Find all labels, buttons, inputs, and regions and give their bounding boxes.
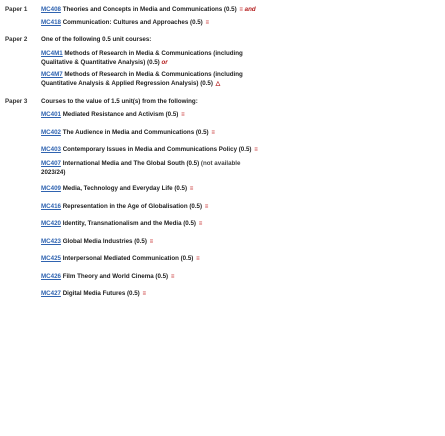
course-code-mc416[interactable]: MC416 [41, 202, 61, 210]
course-title-mc427: Digital Media Futures (0.5) [62, 290, 140, 298]
course-title-mc4m1-line2: Qualitative & Quantitative Analysis) (0.5) [41, 58, 160, 66]
course-marker-icon: ≡ [142, 291, 146, 298]
course-marker-icon: ≡ [205, 19, 209, 26]
course-mc402 [41, 129, 439, 138]
paper-2-section [5, 36, 439, 89]
course-mc4m1 [41, 50, 439, 67]
course-title-mc420: Identity, Transnationalism and the Media (0.5) [62, 220, 196, 228]
course-marker-icon: ≡ [196, 256, 200, 263]
course-marker-icon: ≡ [198, 221, 203, 228]
course-alert-icon: △ [215, 81, 221, 87]
course-mc416 [41, 203, 439, 212]
paper-2-content [41, 36, 439, 89]
paper-3-label: Paper 3 [5, 97, 28, 105]
course-title-mc423: Global Media Industries (0.5) [62, 237, 147, 245]
course-code-mc409[interactable]: MC409 [41, 185, 61, 193]
course-note-mc407: (not available [200, 159, 241, 167]
paper-2-intro: One of the following 0.5 unit courses: [41, 36, 152, 43]
course-code-mc408[interactable]: MC408 [41, 6, 61, 13]
paper-3-intro: Courses to the value of 1.5 unit(s) from the following: [41, 97, 198, 105]
course-mc408 [41, 6, 439, 15]
course-title-mc403: Contemporary Issues in Media and Communications Policy (0.5) [62, 146, 252, 154]
paper-1-section [5, 6, 439, 27]
course-title-mc402: The Audience in Media and Communications (0.5) [62, 128, 209, 136]
course-title-mc4m7-line2: Quantitative Analysis & Applied Regression Analysis) (0.5) [41, 80, 213, 87]
course-mc426 [41, 273, 439, 282]
course-title-mc4m1-line1: Methods of Research in Media & Communications (including [64, 49, 243, 57]
course-marker-icon: ≡ [189, 186, 194, 193]
course-mc418 [41, 19, 439, 28]
course-title-mc401: Mediated Resistance and Activism (0.5) [62, 111, 179, 119]
course-marker-icon: ≡ [149, 238, 154, 245]
paper-2-label: Paper 2 [5, 36, 28, 43]
course-mc420 [41, 220, 439, 229]
course-marker-icon: ≡ [211, 129, 215, 136]
course-marker-icon: ≡ [204, 203, 209, 210]
course-code-mc425[interactable]: MC425 [41, 255, 61, 263]
course-code-mc407[interactable]: MC407 [41, 159, 61, 167]
course-code-mc426[interactable]: MC426 [41, 272, 61, 280]
course-title-mc407-line1: International Media and The Global South (0.5) [62, 159, 200, 167]
paper-1-label: Paper 1 [5, 6, 28, 13]
course-mc427 [41, 290, 439, 299]
connector-and: and [244, 6, 256, 13]
paper-3-content [41, 98, 439, 299]
course-code-mc4m7[interactable]: MC4M7 [41, 71, 63, 79]
course-mc407 [41, 160, 439, 177]
course-mc4m7 [41, 71, 439, 88]
connector-or: or [161, 58, 168, 66]
course-mc409 [41, 185, 439, 194]
course-marker-icon: ≡ [239, 7, 243, 13]
course-title-mc416: Representation in the Age of Globalisation (0.5) [62, 202, 203, 210]
paper-3-section [5, 98, 439, 299]
course-title-mc408: Theories and Concepts in Media and Communications (0.5) [62, 6, 237, 13]
course-title-mc407-line2: 2023/24) [41, 168, 66, 176]
course-mc401 [41, 111, 439, 120]
course-title-mc409: Media, Technology and Everyday Life (0.5) [62, 185, 188, 193]
paper-1-content [41, 6, 439, 27]
course-code-mc427[interactable]: MC427 [41, 290, 61, 298]
course-code-mc401[interactable]: MC401 [41, 111, 61, 119]
course-mc403 [41, 146, 439, 155]
course-mc425 [41, 255, 439, 264]
course-marker-icon: ≡ [181, 112, 185, 119]
course-title-mc426: Film Theory and World Cinema (0.5) [62, 272, 169, 280]
course-code-mc403[interactable]: MC403 [41, 146, 61, 154]
course-title-mc425: Interpersonal Mediated Communication (0.5) [62, 255, 194, 263]
course-code-mc420[interactable]: MC420 [41, 220, 61, 228]
course-code-mc4m1[interactable]: MC4M1 [41, 49, 63, 57]
course-code-mc423[interactable]: MC423 [41, 237, 61, 245]
course-mc423 [41, 238, 439, 247]
course-title-mc418: Communication: Cultures and Approaches (0.5) [62, 18, 203, 26]
course-title-mc4m7-line1: Methods of Research in Media & Communications (including [64, 71, 243, 79]
course-marker-icon: ≡ [254, 147, 258, 154]
course-marker-icon: ≡ [170, 273, 175, 280]
course-code-mc402[interactable]: MC402 [41, 128, 61, 136]
course-code-mc418[interactable]: MC418 [41, 18, 61, 26]
